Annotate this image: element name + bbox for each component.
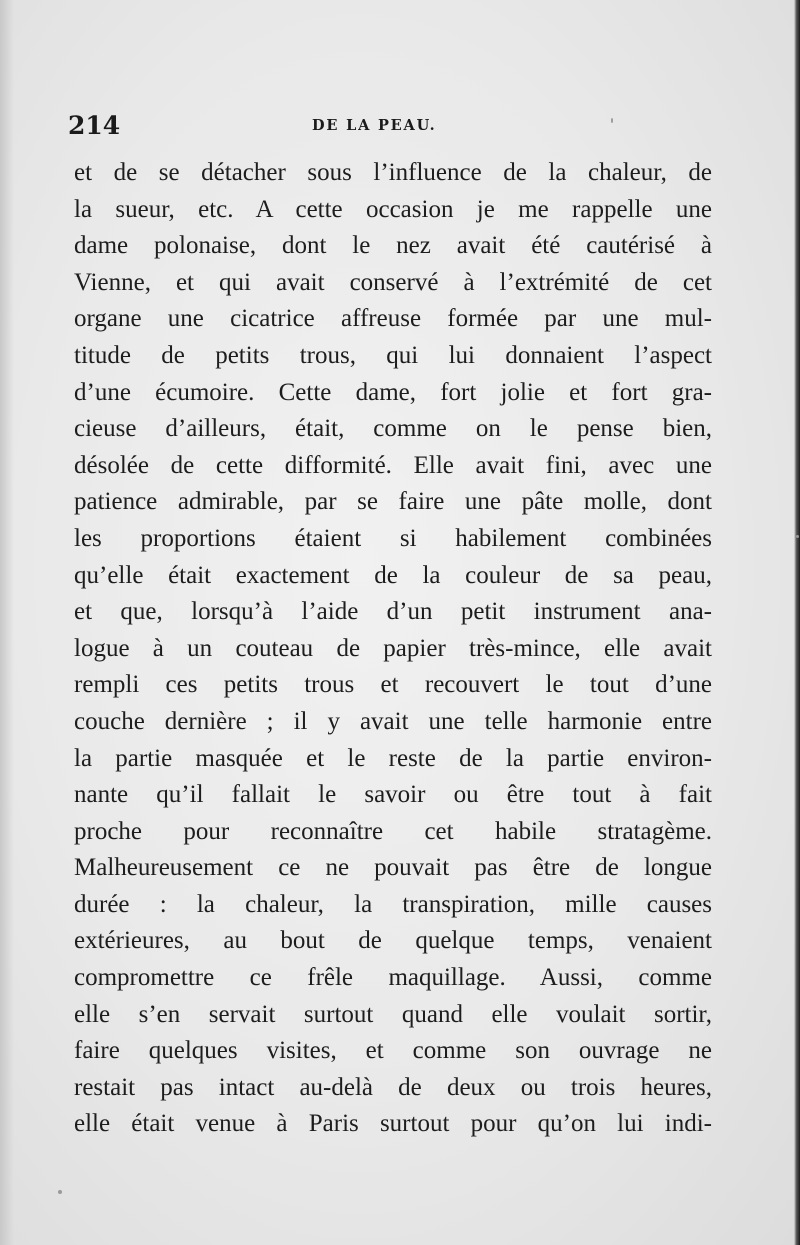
text-line: Vienne, et qui avait conservé à l’extrémité de cet [74, 268, 712, 296]
text-line: extérieures, au bout de quelque temps, venaient [74, 927, 712, 955]
text-line: titude de petits trous, qui lui donnaient l’aspect [74, 341, 712, 369]
text-line: proche pour reconnaître cet habile stratagème. [74, 817, 712, 845]
paper-speck [58, 1190, 62, 1194]
text-line: et de se détacher sous l’influence de la chaleur, de [74, 159, 712, 186]
text-line: qu’elle était exactement de la couleur de sa peau, [74, 561, 712, 589]
text-line: et que, lorsqu’à l’aide d’un petit instrument ana- [74, 598, 712, 626]
text-line: désolée de cette difformité. Elle avait fini, avec une [74, 451, 712, 479]
text-line: les proportions étaient si habilement combinées [74, 524, 712, 552]
text-line: nante qu’il fallait le savoir ou être tout à fait [74, 781, 712, 809]
text-line: couche dernière ; il y avait une telle harmonie entre [74, 707, 712, 735]
page-gutter-shadow [0, 0, 14, 1245]
text-line: dame polonaise, dont le nez avait été cautérisé à [74, 232, 712, 260]
text-line: logue à un couteau de papier très-mince, elle avait [74, 634, 712, 662]
text-line: la partie masquée et le reste de la partie environ- [74, 744, 712, 772]
paper-speck [796, 535, 799, 538]
text-line: Malheureusement ce ne pouvait pas être de longue [74, 854, 712, 882]
text-line: rempli ces petits trous et recouvert le tout d’une [74, 671, 712, 699]
text-line: d’une écumoire. Cette dame, fort jolie et fort gra- [74, 378, 712, 406]
text-line: durée : la chaleur, la transpiration, mille causes [74, 890, 712, 918]
text-line: restait pas intact au-delà de deux ou trois heures, [74, 1073, 712, 1101]
text-line: cieuse d’ailleurs, était, comme on le pense bien, [74, 415, 712, 443]
text-line: elle était venue à Paris surtout pour qu’on lui indi- [74, 1110, 712, 1138]
text-line: elle s’en servait surtout quand elle voulait sortir, [74, 1000, 712, 1028]
text-line: compromettre ce frêle maquillage. Aussi, comme [74, 964, 712, 992]
body-text [74, 155, 712, 1143]
text-line: organe une cicatrice affreuse formée par une mul- [74, 305, 712, 333]
text-line: la sueur, etc. A cette occasion je me rappelle une [74, 195, 712, 223]
running-header [68, 104, 708, 148]
text-line: faire quelques visites, et comme son ouvrage ne [74, 1037, 712, 1065]
text-line: patience admirable, par se faire une pâte molle, dont [74, 488, 712, 516]
running-title: DE LA PEAU. [312, 117, 437, 134]
page-number: 214 [68, 111, 121, 140]
page-edge [794, 0, 800, 1245]
